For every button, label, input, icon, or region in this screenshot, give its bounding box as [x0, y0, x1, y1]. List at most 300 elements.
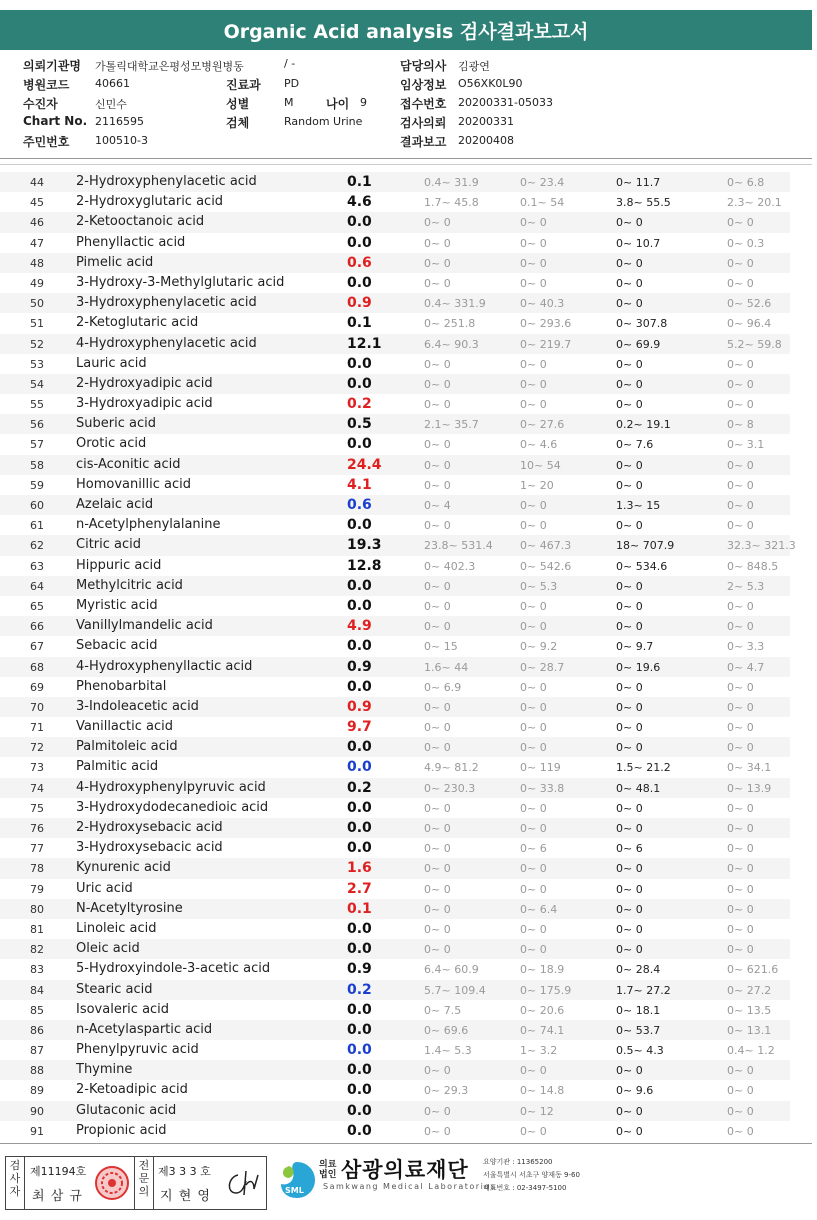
reference-range-1: 0~ 0: [424, 276, 451, 290]
header-label: 접수번호: [400, 97, 447, 111]
reference-range-3: 0~ 10.7: [616, 236, 661, 250]
analyte-name: n-Acetylaspartic acid: [76, 1021, 213, 1037]
table-row: [0, 919, 790, 939]
reference-range-2: 0~ 0: [520, 943, 547, 957]
analyte-name: Kynurenic acid: [76, 860, 171, 876]
table-row: [0, 394, 790, 414]
result-value: 0.0: [347, 517, 372, 534]
row-number: 84: [30, 983, 44, 997]
reference-range-1: 0~ 0: [424, 458, 451, 472]
reference-range-1: 0~ 0: [424, 700, 451, 714]
result-value: 4.1: [347, 476, 372, 493]
result-value: 0.0: [347, 920, 372, 937]
header-divider: [0, 158, 812, 159]
analyte-name: Hippuric acid: [76, 557, 162, 573]
reference-range-4: 0~ 52.6: [727, 297, 772, 311]
reference-range-4: 0~ 0: [727, 478, 754, 492]
vertical-label-char: 자: [9, 1185, 21, 1198]
reference-range-2: 0~ 9.2: [520, 640, 558, 654]
analyte-name: Orotic acid: [76, 436, 147, 452]
analyte-name: Lauric acid: [76, 355, 147, 371]
row-number: 69: [30, 680, 44, 694]
reference-range-3: 0~ 0: [616, 882, 643, 896]
reference-range-3: 0~ 0: [616, 398, 643, 412]
table-row: [0, 293, 790, 313]
result-value: 0.9: [347, 658, 372, 675]
reference-range-2: 0~ 23.4: [520, 176, 565, 189]
row-number: 57: [30, 438, 44, 452]
reference-range-2: 0~ 0: [520, 236, 547, 250]
row-number: 49: [30, 276, 44, 290]
result-value: 0.0: [347, 820, 372, 836]
reference-range-2: 0~ 14.8: [520, 1084, 565, 1098]
reference-range-1: 0~ 6.9: [424, 680, 462, 694]
row-number: 64: [30, 579, 44, 593]
header-label: 담당의사: [400, 59, 447, 73]
result-value: 0.0: [347, 1001, 372, 1018]
table-row: [0, 636, 790, 656]
row-number: 63: [30, 559, 44, 573]
tester-license: 제11194호: [30, 1165, 87, 1178]
analyte-name: Thymine: [76, 1062, 133, 1078]
row-number: 90: [30, 1104, 44, 1118]
table-row: [0, 1121, 790, 1141]
vertical-label-char: 전: [138, 1159, 150, 1172]
result-value: 0.9: [347, 961, 372, 978]
reference-range-4: 2.3~ 20.1: [727, 196, 782, 210]
table-row: [0, 313, 790, 333]
reference-range-1: 2.1~ 35.7: [424, 418, 479, 432]
reference-range-2: 0~ 542.6: [520, 559, 572, 573]
table-row: [0, 535, 796, 555]
table-row: [0, 677, 790, 697]
table-row: [0, 657, 790, 677]
sml-logo-icon: [273, 1156, 321, 1204]
reference-range-3: 0~ 19.6: [616, 660, 661, 674]
reference-range-4: 0~ 621.6: [727, 963, 779, 977]
header-label: 주민번호: [23, 135, 70, 149]
reference-range-4: 0.4~ 1.2: [727, 1044, 775, 1058]
reference-range-2: 0~ 12: [520, 1104, 554, 1118]
report-title: Organic Acid analysis 검사결과보고서: [0, 10, 812, 50]
row-number: 71: [30, 721, 44, 735]
reference-range-2: 0~ 0: [520, 256, 547, 270]
reference-range-4: 0~ 0: [727, 357, 754, 371]
row-number: 44: [30, 176, 44, 189]
reference-range-4: 0~ 0: [727, 1124, 754, 1138]
reference-range-2: 0~ 119: [520, 761, 561, 775]
table-row: [0, 717, 790, 737]
signature-box: [5, 1156, 267, 1210]
row-number: 74: [30, 781, 44, 795]
vertical-label-char: 의: [138, 1185, 150, 1198]
result-value: 0.0: [347, 1122, 372, 1139]
table-row: [0, 1020, 790, 1040]
analyte-name: 3-Hydroxyadipic acid: [76, 396, 213, 412]
logo-badge: SML: [285, 1186, 304, 1195]
analyte-name: 2-Hydroxyglutaric acid: [76, 194, 224, 210]
reference-range-2: 0~ 293.6: [520, 317, 572, 331]
result-value: 0.0: [347, 799, 372, 816]
vertical-label-char: 사: [9, 1172, 21, 1185]
reference-range-2: 0~ 0: [520, 599, 547, 613]
result-value: 0.5: [347, 416, 372, 433]
row-number: 72: [30, 741, 44, 755]
table-row: [0, 818, 790, 838]
reference-range-3: 0~ 0: [616, 822, 643, 835]
reference-range-4: 0~ 4.7: [727, 660, 765, 674]
table-row: [0, 798, 790, 818]
reference-range-3: 0~ 0: [616, 519, 643, 533]
table-row: [0, 354, 790, 374]
reference-range-2: 0~ 0: [520, 1124, 547, 1138]
header-value: 100510-3: [95, 134, 148, 147]
reference-range-3: 0~ 0: [616, 256, 643, 270]
reference-range-3: 0~ 9.6: [616, 1084, 654, 1098]
dept-label: 진료과: [226, 78, 261, 92]
table-row: [0, 1101, 790, 1121]
reference-range-1: 0~ 0: [424, 236, 451, 250]
reference-range-1: 1.6~ 44: [424, 660, 469, 674]
row-number: 78: [30, 862, 44, 876]
reference-range-4: 0~ 0: [727, 882, 754, 896]
row-number: 80: [30, 902, 44, 916]
header-value: 김광연: [458, 60, 490, 73]
table-row: [0, 1000, 790, 1020]
analyte-name: Vanillylmandelic acid: [76, 618, 213, 634]
reference-range-2: 0~ 0: [520, 357, 547, 371]
reference-range-4: 0~ 3.1: [727, 438, 765, 452]
reference-range-4: 0~ 13.5: [727, 1003, 772, 1017]
sex-label: 성별: [226, 97, 250, 111]
reference-range-3: 0~ 0: [616, 902, 643, 916]
reference-range-3: 0~ 0: [616, 741, 643, 755]
signature-icon: [224, 1167, 264, 1199]
reference-range-2: 0~ 0: [520, 1064, 547, 1078]
reference-range-2: 1~ 20: [520, 478, 554, 492]
reference-range-1: 0~ 69.6: [424, 1023, 469, 1037]
analyte-name: 2-Hydroxysebacic acid: [76, 820, 223, 835]
reference-range-1: 0~ 0: [424, 882, 451, 896]
header-value: 40661: [95, 77, 130, 90]
reference-range-2: 0~ 6.4: [520, 902, 558, 916]
table-row: [0, 737, 790, 757]
reference-range-4: 0~ 8: [727, 418, 754, 432]
reference-range-2: 0~ 4.6: [520, 438, 558, 452]
reference-range-2: 0~ 40.3: [520, 297, 565, 311]
reference-range-1: 0~ 0: [424, 620, 451, 634]
table-row: [0, 233, 790, 253]
analyte-name: 2-Ketoglutaric acid: [76, 315, 199, 331]
reference-range-4: 0~ 0: [727, 721, 754, 735]
analyte-name: 2-Hydroxyphenylacetic acid: [76, 174, 257, 189]
result-value: 4.9: [347, 618, 372, 635]
header-label: 수진자: [23, 97, 58, 111]
reference-range-2: 0~ 0: [520, 801, 547, 815]
row-number: 52: [30, 337, 44, 351]
reference-range-1: 0~ 0: [424, 1124, 451, 1138]
reference-range-1: 0~ 0: [424, 1064, 451, 1078]
analyte-name: 4-Hydroxyphenylacetic acid: [76, 335, 257, 351]
row-number: 65: [30, 599, 44, 613]
reference-range-3: 0.2~ 19.1: [616, 418, 671, 432]
header-divider-2: [0, 164, 812, 165]
analyte-name: Methylcitric acid: [76, 577, 183, 593]
reference-range-1: 0~ 7.5: [424, 1003, 462, 1017]
table-row: [0, 1040, 790, 1060]
reference-range-1: 23.8~ 531.4: [424, 539, 493, 553]
row-number: 45: [30, 196, 44, 210]
reference-range-3: 0~ 0: [616, 620, 643, 634]
reference-range-3: 0~ 69.9: [616, 337, 661, 351]
reference-range-2: 0~ 6: [520, 842, 547, 856]
row-number: 61: [30, 519, 44, 533]
reference-range-2: 0~ 0: [520, 680, 547, 694]
table-row: [0, 212, 790, 232]
reference-range-1: 0~ 0: [424, 357, 451, 371]
header-label: 의뢰기관명: [23, 59, 81, 73]
analyte-name: N-Acetyltyrosine: [76, 900, 183, 916]
specialist-license: 제3 3 3 호: [158, 1165, 211, 1178]
reference-range-4: 0~ 0: [727, 499, 754, 512]
header-value: 2116595: [95, 115, 144, 128]
row-number: 77: [30, 842, 44, 856]
reference-range-3: 0~ 0: [616, 357, 643, 371]
table-row: [0, 757, 790, 777]
reference-range-2: 0~ 28.7: [520, 660, 565, 674]
reference-range-2: 0~ 20.6: [520, 1003, 565, 1017]
reference-range-2: 0~ 0: [520, 276, 547, 290]
row-number: 68: [30, 660, 44, 674]
reference-range-1: 6.4~ 90.3: [424, 337, 479, 351]
header-value: 20200331-05033: [458, 96, 553, 109]
header-label: Chart No.: [23, 114, 88, 128]
analyte-name: 3-Hydroxydodecanedioic acid: [76, 799, 269, 815]
result-value: 0.0: [347, 759, 372, 776]
result-value: 0.2: [347, 981, 372, 998]
reference-range-3: 0~ 0: [616, 862, 643, 876]
result-value: 19.3: [347, 537, 382, 554]
result-value: 0.0: [347, 1062, 372, 1079]
row-number: 73: [30, 761, 44, 775]
table-row: [0, 879, 790, 899]
analyte-name: Stearic acid: [76, 981, 153, 997]
reference-range-2: 0~ 0: [520, 216, 547, 230]
table-row: [0, 414, 790, 434]
reference-range-1: 0~ 0: [424, 438, 451, 452]
analyte-name: 3-Hydroxyphenylacetic acid: [76, 295, 257, 311]
reference-range-4: 0~ 13.9: [727, 781, 772, 795]
reference-range-3: 0~ 0: [616, 1064, 643, 1078]
org-info: [483, 1156, 580, 1195]
table-row: [0, 434, 790, 454]
reference-range-2: 0~ 0: [520, 398, 547, 412]
analyte-name: Phenylpyruvic acid: [76, 1042, 199, 1058]
reference-range-3: 0~ 0: [616, 1124, 643, 1138]
reference-range-2: 0~ 0: [520, 377, 547, 391]
row-number: 62: [30, 539, 44, 553]
reference-range-1: 0~ 0: [424, 741, 451, 755]
analyte-name: Phenobarbital: [76, 678, 167, 694]
table-row: [0, 1080, 790, 1100]
reference-range-1: 0~ 0: [424, 216, 451, 230]
table-row: [0, 334, 790, 354]
reference-range-1: 0~ 0: [424, 478, 451, 492]
analyte-name: Suberic acid: [76, 416, 156, 432]
table-row: [0, 838, 790, 858]
result-value: 0.1: [347, 900, 372, 917]
row-number: 60: [30, 499, 44, 512]
reference-range-1: 1.7~ 45.8: [424, 196, 479, 210]
reference-range-3: 0~ 0: [616, 801, 643, 815]
reference-range-1: 0~ 4: [424, 499, 451, 512]
reference-range-3: 1.7~ 27.2: [616, 983, 671, 997]
analyte-name: Uric acid: [76, 880, 133, 896]
result-value: 0.6: [347, 254, 372, 271]
reference-range-1: 0~ 15: [424, 640, 458, 654]
table-row: [0, 455, 790, 475]
row-number: 59: [30, 478, 44, 492]
reference-range-4: 0~ 0: [727, 256, 754, 270]
table-row: [0, 475, 790, 495]
analyte-name: 2-Ketooctanoic acid: [76, 214, 205, 230]
row-number: 88: [30, 1064, 44, 1078]
table-row: [0, 959, 790, 979]
reference-range-1: 0~ 0: [424, 1104, 451, 1118]
reference-range-3: 0~ 0: [616, 943, 643, 957]
org-english: Samkwang Medical Laboratories: [323, 1182, 497, 1191]
analyte-name: n-Acetylphenylalanine: [76, 517, 221, 533]
table-row: [0, 899, 790, 919]
result-value: 0.0: [347, 597, 372, 614]
reference-range-3: 0~ 9.7: [616, 640, 654, 654]
reference-range-4: 0~ 27.2: [727, 983, 772, 997]
result-value: 0.0: [347, 1082, 372, 1099]
analyte-name: 5-Hydroxyindole-3-acetic acid: [76, 961, 271, 977]
table-row: [0, 1060, 790, 1080]
reference-range-1: 0~ 0: [424, 599, 451, 613]
result-value: 0.0: [347, 355, 372, 372]
reference-range-3: 0~ 307.8: [616, 317, 668, 331]
reference-range-4: 0~ 0: [727, 902, 754, 916]
reference-range-1: 0.4~ 31.9: [424, 176, 479, 189]
reference-range-1: 0~ 0: [424, 922, 451, 936]
header-label: 결과보고: [400, 135, 447, 149]
table-row: [0, 980, 790, 1000]
reference-range-3: 0.5~ 4.3: [616, 1044, 664, 1058]
result-value: 0.0: [347, 1042, 372, 1059]
header-value: 20200408: [458, 134, 514, 147]
reference-range-2: 0~ 18.9: [520, 963, 565, 977]
table-row: [0, 858, 790, 878]
analyte-name: cis-Aconitic acid: [76, 456, 181, 472]
result-value: 0.0: [347, 577, 372, 594]
result-value: 2.7: [347, 880, 372, 897]
table-row: [0, 495, 790, 515]
table-row: [0, 778, 790, 798]
reference-range-4: 0~ 13.1: [727, 1023, 772, 1037]
header-value: O56XK0L90: [458, 77, 523, 90]
result-value: 0.0: [347, 941, 372, 958]
reference-range-1: 0.4~ 331.9: [424, 297, 486, 311]
reference-range-4: 0~ 0: [727, 1064, 754, 1078]
reference-range-1: 0~ 402.3: [424, 559, 476, 573]
result-value: 9.7: [347, 719, 372, 736]
reference-range-3: 0~ 0: [616, 377, 643, 391]
results-table: [0, 172, 796, 1141]
reference-range-1: 0~ 0: [424, 519, 451, 533]
reference-range-4: 0~ 0: [727, 398, 754, 412]
reference-range-2: 0~ 0: [520, 700, 547, 714]
reference-range-2: 1~ 3.2: [520, 1044, 558, 1058]
analyte-name: 4-Hydroxyphenylpyruvic acid: [76, 779, 266, 795]
reference-range-4: 0~ 0: [727, 1084, 754, 1098]
reference-range-4: 0~ 0.3: [727, 236, 765, 250]
analyte-name: Phenyllactic acid: [76, 234, 186, 250]
tester-name: 최 삼 규: [32, 1189, 83, 1204]
reference-range-1: 0~ 230.3: [424, 781, 476, 795]
reference-range-2: 0~ 0: [520, 822, 547, 835]
reference-range-4: 0~ 0: [727, 922, 754, 936]
result-value: 0.0: [347, 436, 372, 453]
row-number: 47: [30, 236, 44, 250]
reference-range-4: 0~ 0: [727, 862, 754, 876]
reference-range-4: 5.2~ 59.8: [727, 337, 782, 351]
analyte-name: Azelaic acid: [76, 497, 154, 512]
tester-label: [8, 1159, 22, 1198]
result-value: 0.0: [347, 638, 372, 655]
table-row: [0, 576, 790, 596]
reference-range-1: 1.4~ 5.3: [424, 1044, 472, 1058]
reference-range-4: 0~ 96.4: [727, 317, 772, 331]
specimen-label: 검체: [226, 116, 250, 130]
reference-range-2: 0~ 175.9: [520, 983, 572, 997]
result-value: 0.9: [347, 295, 372, 312]
reference-range-2: 0~ 467.3: [520, 539, 572, 553]
result-value: 0.0: [347, 1021, 372, 1038]
reference-range-1: 0~ 0: [424, 721, 451, 735]
org-info-line: 대표번호 : 02-3497-5100: [483, 1184, 567, 1192]
analyte-name: Citric acid: [76, 537, 141, 553]
reference-range-4: 0~ 0: [727, 276, 754, 290]
row-number: 50: [30, 297, 44, 311]
reference-range-3: 18~ 707.9: [616, 539, 675, 553]
age-label: 나이: [326, 97, 350, 111]
row-number: 87: [30, 1044, 44, 1058]
sex-value: M: [284, 96, 294, 109]
reference-range-3: 1.5~ 21.2: [616, 761, 671, 775]
specimen-value: Random Urine: [284, 115, 363, 128]
analyte-name: Sebacic acid: [76, 638, 158, 654]
footer-divider: [0, 1143, 812, 1144]
row-number: 89: [30, 1084, 44, 1098]
row-number: 86: [30, 1023, 44, 1037]
result-value: 0.0: [347, 375, 372, 392]
analyte-name: 3-Indoleacetic acid: [76, 698, 199, 714]
result-value: 12.8: [347, 557, 382, 574]
row-number: 66: [30, 620, 44, 634]
row-number: 83: [30, 963, 44, 977]
reference-range-2: 0~ 0: [520, 721, 547, 735]
reference-range-3: 0~ 0: [616, 599, 643, 613]
header-value: 20200331: [458, 115, 514, 128]
result-value: 0.0: [347, 274, 372, 291]
reference-range-2: 0~ 0: [520, 922, 547, 936]
table-row: [0, 374, 790, 394]
reference-range-4: 0~ 34.1: [727, 761, 772, 775]
table-row: [0, 939, 790, 959]
reference-range-1: 0~ 0: [424, 943, 451, 957]
